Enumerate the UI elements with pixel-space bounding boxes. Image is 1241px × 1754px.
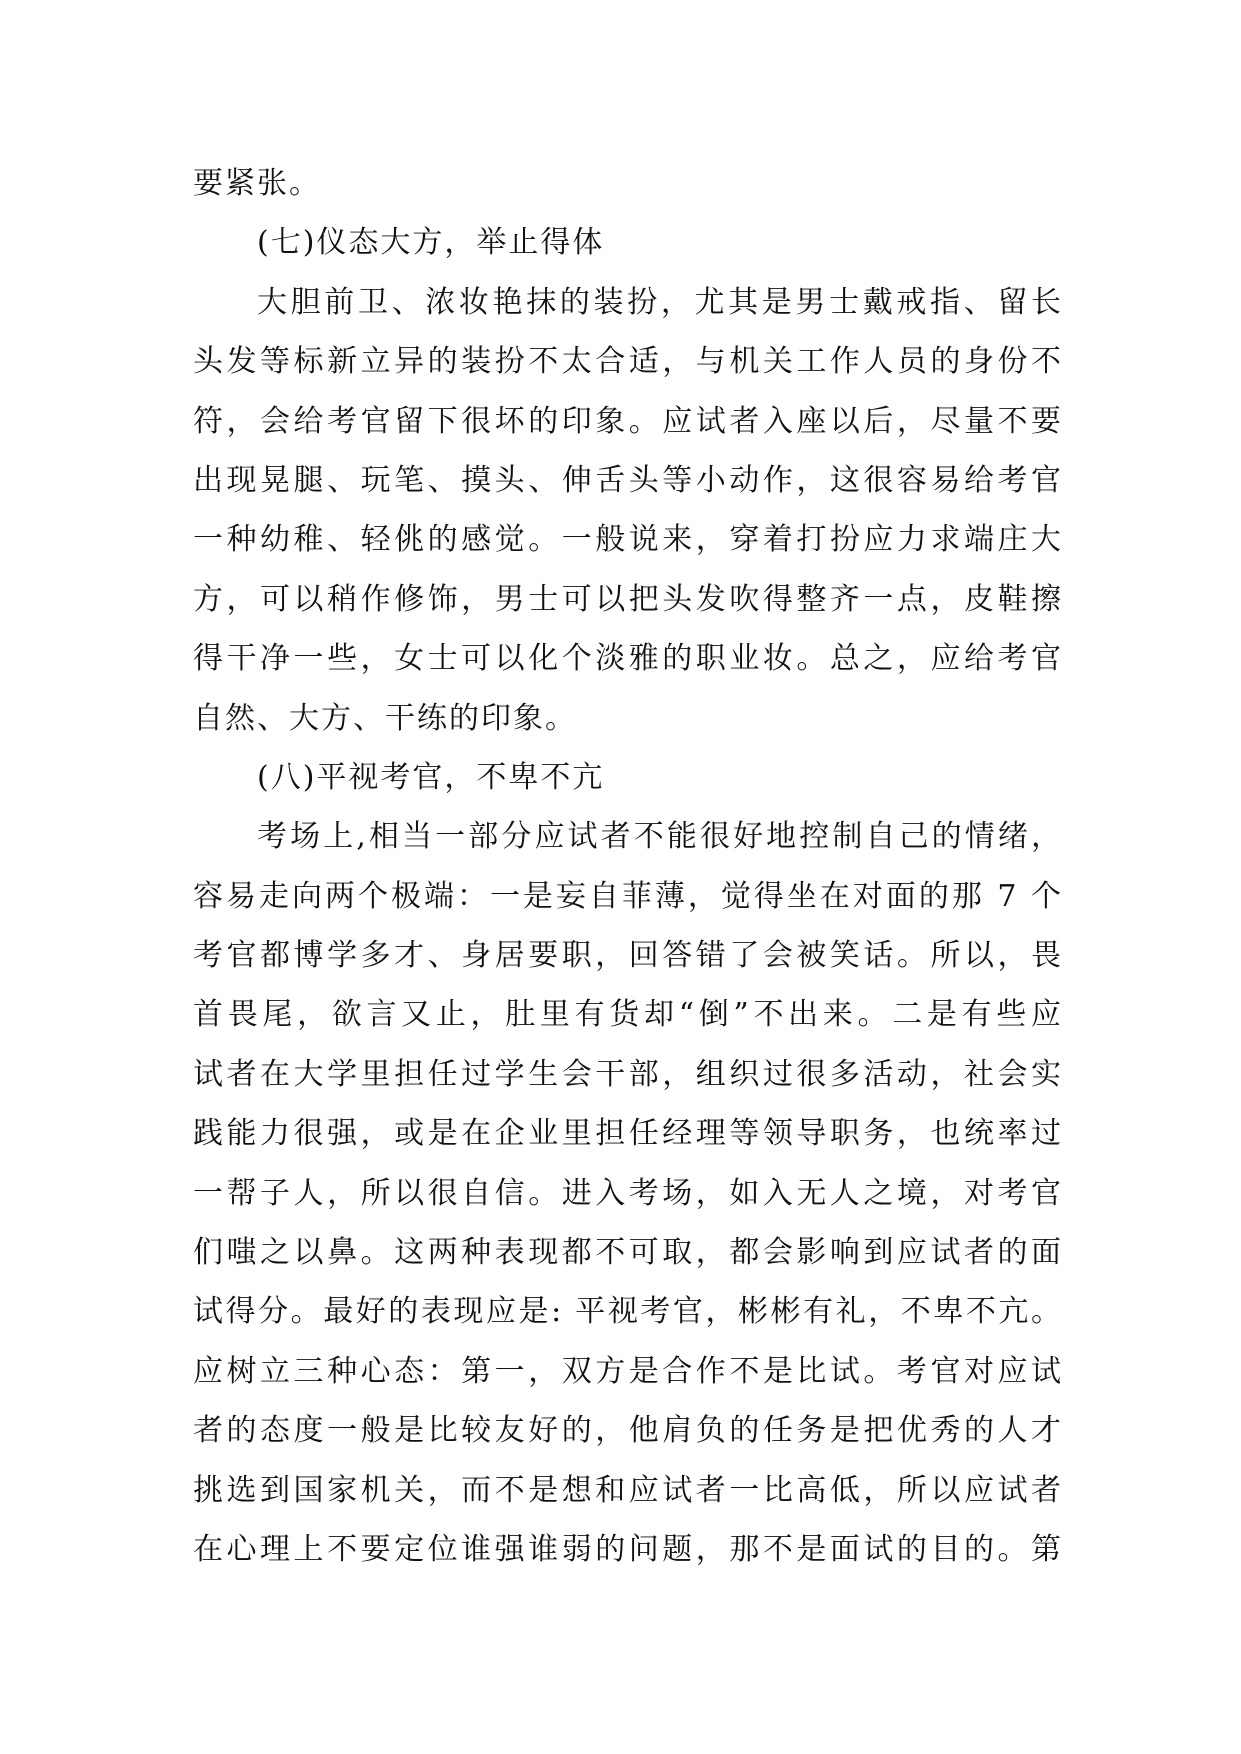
paragraph-line: 得干净一些，女士可以化个淡雅的职业妆。总之，应给考官: [193, 641, 1063, 677]
paragraph-line: 头发等标新立异的装扮不太合适，与机关工作人员的身份不: [193, 344, 1063, 380]
paragraph-line: 符，会给考官留下很坏的印象。应试者入座以后，尽量不要: [193, 403, 1063, 439]
document-page: [193, 154, 1063, 1579]
paragraph-line: 容易走向两个极端：一是妄自菲薄，觉得坐在对面的那 7 个: [193, 878, 1063, 914]
paragraph-line: 首畏尾，欲言又止，肚里有货却“倒”不出来。二是有些应: [193, 997, 1063, 1033]
section-heading: (八)平视考官，不卑不亢: [257, 759, 605, 795]
paragraph-line: 试者在大学里担任过学生会干部，组织过很多活动，社会实: [193, 1056, 1063, 1092]
paragraph-line: 方，可以稍作修饰，男士可以把头发吹得整齐一点，皮鞋擦: [193, 581, 1063, 617]
paragraph-line-first: 考场上,相当一部分应试者不能很好地控制自己的情绪，: [257, 819, 1063, 855]
paragraph-line-last: 自然、大方、干练的印象。: [193, 700, 577, 736]
paragraph-line: 考官都博学多才、身居要职，回答错了会被笑话。所以，畏: [193, 938, 1063, 974]
paragraph-line: 出现晃腿、玩笔、摸头、伸舌头等小动作，这很容易给考官: [193, 462, 1063, 498]
paragraph-line: 践能力很强，或是在企业里担任经理等领导职务，也统率过: [193, 1116, 1063, 1152]
paragraph-line: 应树立三种心态：第一，双方是合作不是比试。考官对应试: [193, 1353, 1063, 1389]
paragraph-line-last: 要紧张。: [193, 166, 321, 201]
paragraph-line: 在心理上不要定位谁强谁弱的问题，那不是面试的目的。第: [193, 1531, 1063, 1567]
paragraph-line-first: 大胆前卫、浓妆艳抹的装扮，尤其是男士戴戒指、留长: [257, 284, 1063, 320]
paragraph-line: 一种幼稚、轻佻的感觉。一般说来，穿着打扮应力求端庄大: [193, 522, 1063, 558]
section-heading: (七)仪态大方，举止得体: [257, 225, 605, 261]
paragraph-line: 挑选到国家机关，而不是想和应试者一比高低，所以应试者: [193, 1472, 1063, 1508]
paragraph-line: 者的态度一般是比较友好的，他肩负的任务是把优秀的人才: [193, 1413, 1063, 1449]
paragraph-line: 试得分。最好的表现应是: 平视考官，彬彬有礼，不卑不亢。: [193, 1294, 1063, 1330]
paragraph-line: 一帮子人，所以很自信。进入考场，如入无人之境，对考官: [193, 1175, 1063, 1211]
paragraph-line: 们嗤之以鼻。这两种表现都不可取，都会影响到应试者的面: [193, 1235, 1063, 1271]
